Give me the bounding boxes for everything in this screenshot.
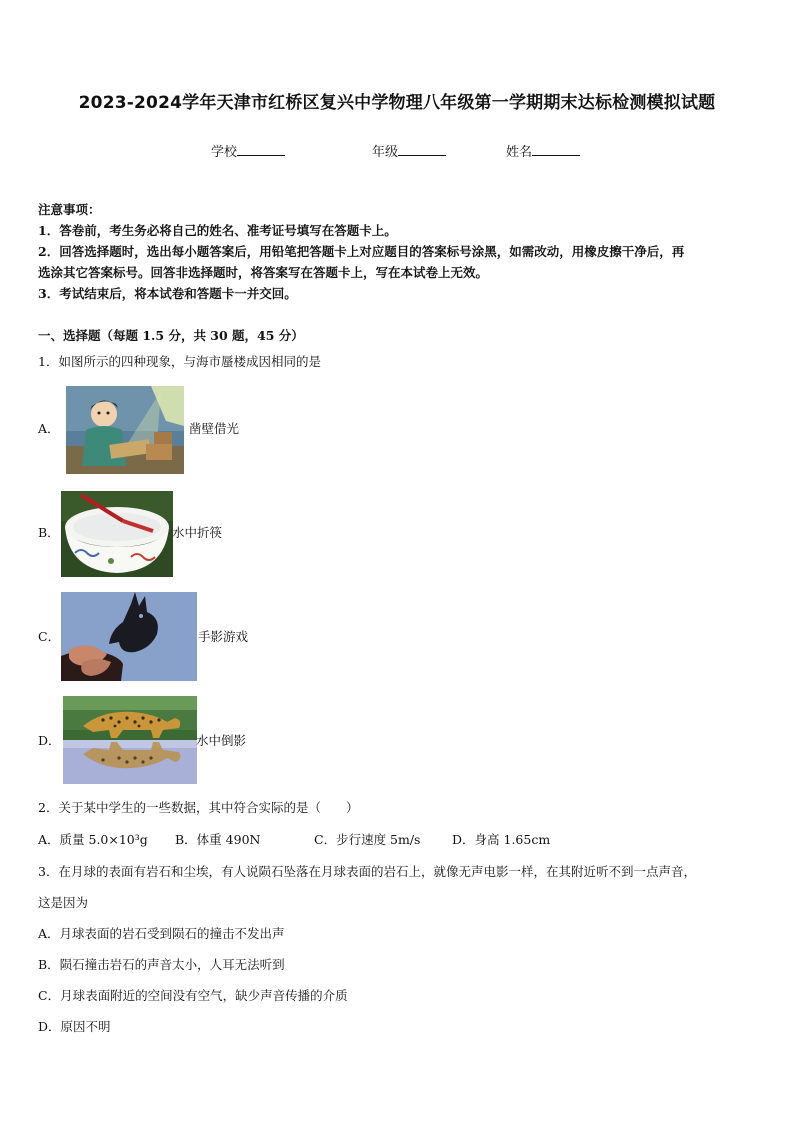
chopstick-in-bowl-image (61, 491, 173, 577)
q3-option-b: B．陨石撞击岩石的声音太小，人耳无法听到 (38, 957, 285, 972)
school-label: 学校 (211, 145, 238, 160)
q3-option-d: D．原因不明 (38, 1019, 111, 1034)
notes-item-2-line-2: 选涂其它答案标号。回答非选择题时，将答案写在答题卡上，写在本试卷上无效。 (38, 265, 489, 280)
q1-option-c-letter: C． (38, 629, 61, 644)
section-heading: 一、选择题（每题 1.5 分，共 30 题，45 分） (38, 328, 304, 343)
name-field (506, 141, 580, 160)
grade-label: 年级 (372, 145, 399, 160)
notes-heading: 注意事项： (38, 202, 101, 217)
q1-option-a-letter: A． (38, 421, 60, 436)
question-3-stem-line-2: 这是因为 (38, 895, 89, 910)
boy-reading-by-wall-light-image (66, 386, 184, 474)
question-2-stem: 2．关于某中学生的一些数据，其中符合实际的是（ ） (38, 800, 359, 815)
grade-blank[interactable] (398, 143, 446, 156)
name-label: 姓名 (506, 145, 533, 160)
q3-option-a: A．月球表面的岩石受到陨石的撞击不发出声 (38, 926, 285, 941)
q1-option-c-label: 手影游戏 (198, 629, 249, 644)
q1-option-b-letter: B． (38, 525, 60, 540)
leopard-reflection-image (63, 696, 197, 784)
q1-option-d-label: 水中倒影 (196, 733, 247, 748)
question-1-stem: 1．如图所示的四种现象，与海市蜃楼成因相同的是 (38, 354, 321, 369)
notes-item-2-line-1: 2．回答选择题时，选出每小题答案后，用铅笔把答题卡上对应题目的答案标号涂黑，如需改动，用橡皮擦干净后，再 (38, 244, 685, 259)
q3-option-c: C．月球表面附近的空间没有空气，缺少声音传播的介质 (38, 988, 348, 1003)
school-blank[interactable] (237, 143, 285, 156)
q2-option-a: A．质量 5.0×10³g (38, 832, 148, 847)
q1-option-b-label: 水中折筷 (172, 525, 223, 540)
name-blank[interactable] (532, 143, 580, 156)
q1-option-d-letter: D． (38, 733, 61, 748)
question-3-stem-line-1: 3．在月球的表面有岩石和尘埃，有人说陨石坠落在月球表面的岩石上，就像无声电影一样，在其附近听不到一点声音， (38, 864, 696, 879)
grade-field (372, 141, 446, 160)
hand-shadow-image (61, 592, 197, 681)
school-field (211, 141, 285, 160)
q1-option-a-label: 凿壁借光 (189, 421, 240, 436)
q2-option-c: C．步行速度 5m/s (314, 832, 421, 847)
notes-item-1: 1．答卷前，考生务必将自己的姓名、准考证号填写在答题卡上。 (38, 223, 397, 238)
page-title: 2023-2024学年天津市红桥区复兴中学物理八年级第一学期期末达标检测模拟试题 (78, 93, 716, 113)
notes-item-3: 3．考试结束后，将本试卷和答题卡一并交回。 (38, 286, 297, 301)
q2-option-b: B．体重 490N (175, 832, 261, 847)
q2-option-d: D．身高 1.65cm (452, 832, 551, 847)
